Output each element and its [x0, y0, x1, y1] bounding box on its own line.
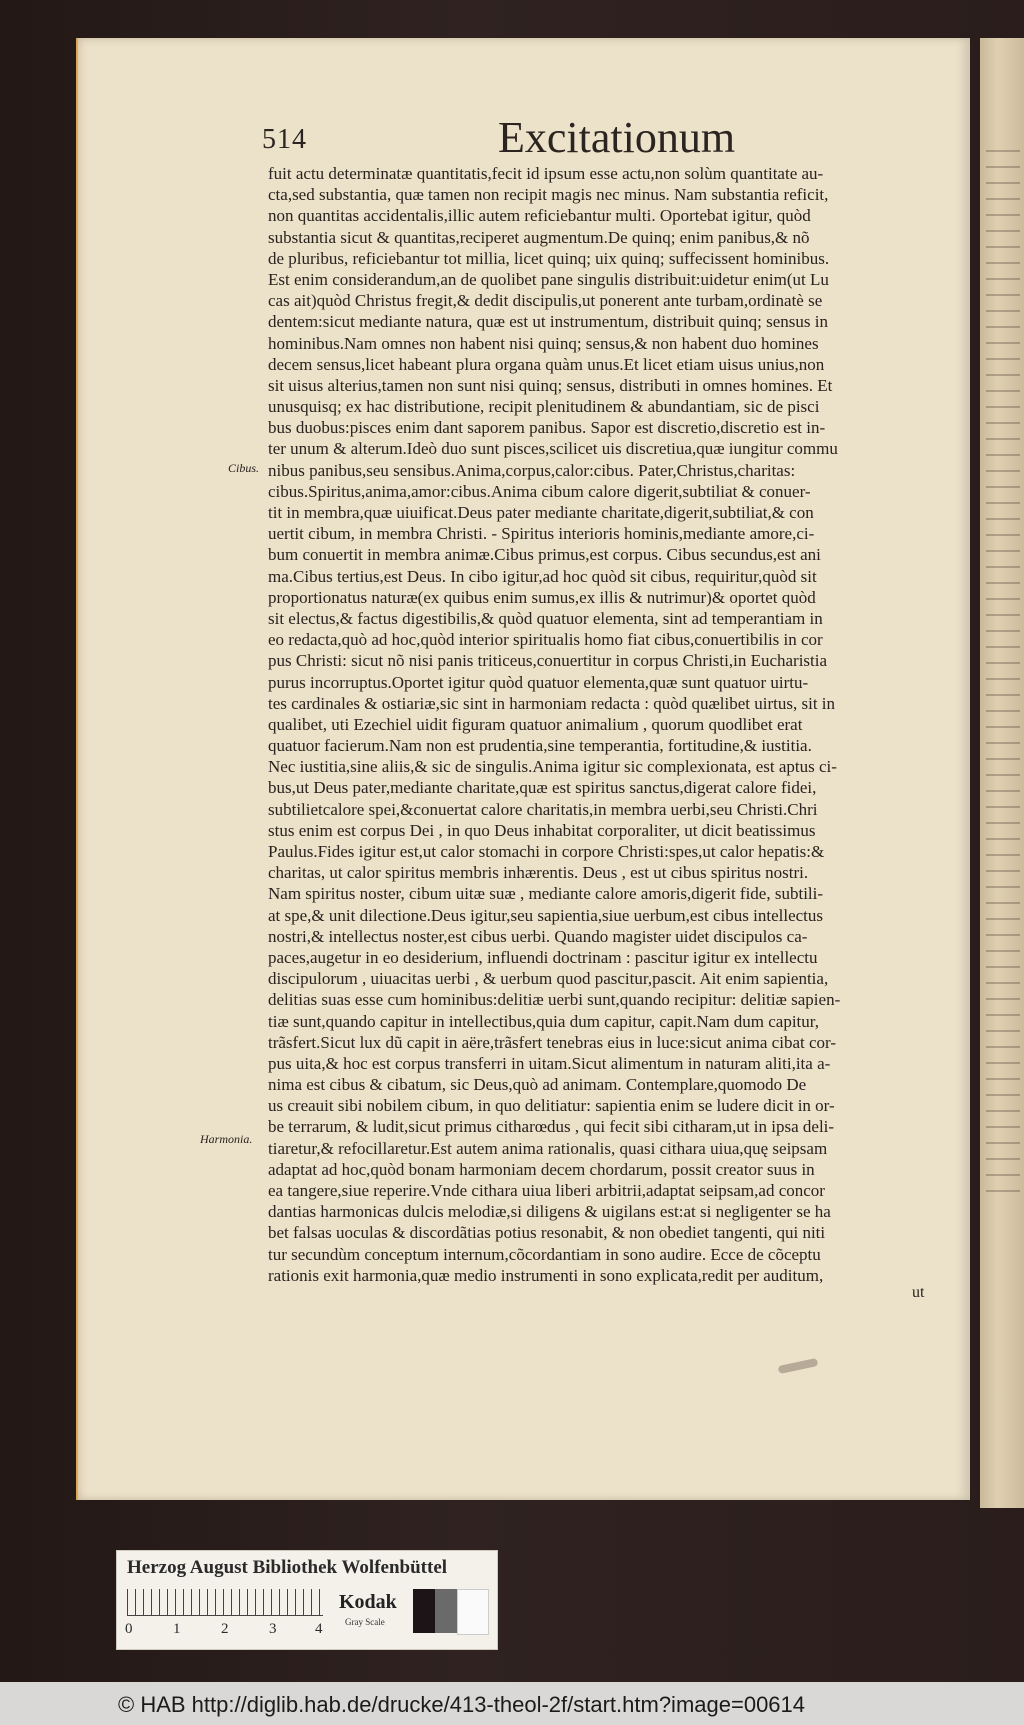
text-line: subtilietcalore spei,&conuertat calore charitatis,in membra uerbi,seu Christi.Chri — [268, 799, 818, 819]
text-line: at spe,& unit dilectione.Deus igitur,seu sapientia,siue uerbum,est cibus intellectus — [268, 905, 823, 925]
black-swatch — [413, 1589, 435, 1633]
text-line: cibus.Spiritus,anima,amor:cibus.Anima cibum calore digerit,subtiliat & conuer- — [268, 481, 811, 501]
text-line: substantia sicut & quantitas,reciperet augmentum.De quinq; enim panibus,& nõ — [268, 227, 810, 247]
text-line: tur secundùm conceptum internum,cõcordantiam in sono audire. Ecce de cõceptu — [268, 1244, 821, 1264]
text-line: hominibus.Nam omnes non habent nisi quinq; sensus,& non habent duo homines — [268, 333, 819, 353]
text-line: eo redacta,quò ad hoc,quòd interior spiritualis homo fiat cibus,conuertibilis in cor — [268, 630, 823, 650]
text-line: bum conuertit in membra animæ.Cibus primus,est corpus. Cibus secundus,est ani — [268, 545, 821, 565]
text-line: quatuor facierum.Nam non est prudentia,sine temperantia, fortitudine,& iustitia. — [268, 736, 812, 756]
text-line: ter unum & alterum.Ideò duo sunt pisces,scilicet uis discretiua,quæ iungitur commu — [268, 439, 838, 459]
text-line: non quantitas accidentalis,illic autem reficiebantur multi. Oportebat igitur, quòd — [268, 206, 811, 226]
text-line: proportionatus naturæ(ex quibus enim sumus,ex illis & nutrimur)& oportet quòd — [268, 587, 816, 607]
text-line: nostri,& intellectus noster,est cibus uerbi. Quando magister uidet discipulos ca- — [268, 926, 808, 946]
catchword: ut — [912, 1284, 925, 1301]
text-line: bus duobus:pisces enim dant saporem panibus. Sapor est discretio,discretio est in- — [268, 418, 826, 438]
text-line: decem sensus,licet habeant plura organa quàm unus.Et licet etiam uisus unius,non — [268, 354, 825, 374]
ruler-scale — [127, 1589, 323, 1616]
text-line: cta,sed substantia, quæ tamen non recipit magis nec minus. Nam substantia reficit, — [268, 185, 829, 205]
text-line: Paulus.Fides igitur est,ut calor stomachi in corpore Christi:spes,ut calor hepatis:& — [268, 842, 825, 861]
text-line: adaptat ad hoc,quòd bonam harmoniam decem chordarum, possit creator suus in — [268, 1159, 815, 1179]
ruler-number: 1 — [173, 1621, 181, 1637]
white-swatch — [457, 1589, 489, 1635]
running-head: Excitationum — [498, 113, 736, 162]
facing-page-text-lines — [986, 150, 1020, 1200]
text-line: bus,ut Deus pater,mediante charitate,quæ est spiritus sanctus,digerat calore fidei, — [268, 778, 817, 798]
text-line: purus incorruptus.Oportet igitur quòd quatuor elementa,quæ sunt quatuor uirtu- — [268, 672, 809, 692]
body-text — [268, 163, 936, 1286]
page-number: 514 — [262, 124, 307, 155]
text-line: sit uisus alterius,tamen non sunt nisi quinq; sensus, distributi in omnes homines. Et — [268, 375, 833, 395]
text-line: dentem:sicut mediante natura, quæ est ut instrumentum, distribuit quinq; sensus in — [268, 312, 828, 332]
kodak-brand: Kodak — [339, 1591, 397, 1613]
ruler-number: 4 — [315, 1621, 323, 1637]
text-line: qualibet, uti Ezechiel uidit figuram quatuor animalium , quorum quodlibet erat — [268, 714, 803, 734]
text-line: rationis exit harmonia,quæ medio instrumenti in sono explicata,redit per auditum, — [268, 1265, 824, 1285]
footer-bar — [0, 1682, 1024, 1725]
text-line: fuit actu determinatæ quantitatis,fecit id ipsum esse actu,non solùm quantitate au- — [268, 164, 824, 183]
gray-scale-label: Gray Scale — [345, 1617, 385, 1627]
text-line: nima est cibus & cibatum, sic Deus,quò ad animam. Contemplare,quomodo De — [268, 1075, 807, 1095]
text-line: cas ait)quòd Christus fregit,& dedit discipulis,ut ponerent ante turbam,ordinatè se — [268, 291, 823, 311]
text-line: ma.Cibus tertius,est Deus. In cibo igitur,ad hoc quòd sit cibus, requiritur,quòd sit — [268, 566, 817, 586]
color-calibration-bar — [116, 1550, 498, 1650]
ruler-number: 3 — [269, 1621, 277, 1637]
margin-note-cibus: Cibus. — [228, 461, 260, 475]
text-line: charitas, ut calor spiritus membris inhærentis. Deus , est ut cibus spiritus nostri. — [268, 863, 809, 883]
margin-note-harmonia: Harmonia. — [200, 1132, 253, 1146]
copyright-url: © HAB http://diglib.hab.de/drucke/413-theol-2f/start.htm?image=00614 — [118, 1692, 806, 1717]
text-line: be terrarum, & ludit,sicut primus citharœdus , qui fecit sibi citharam,ut in ipsa deli- — [268, 1117, 835, 1137]
text-line: uertit cibum, in membra Christi. - Spiritus interioris hominis,mediante amore,ci- — [268, 524, 815, 544]
text-line: nibus panibus,seu sensibus.Anima,corpus,calor:cibus. Pater,Christus,charitas: — [268, 460, 796, 480]
text-line: stus enim est corpus Dei , in quo Deus inhabitat corporaliter, ut dicit beatissimus — [268, 820, 816, 840]
text-line: tiæ sunt,quando capitur in intellectibus,quia dum capitur, capit.Nam dum capitur, — [268, 1011, 820, 1031]
text-line: dantias harmonicas dulcis melodiæ,si diligens & uigilans est:at si negligenter se ha — [268, 1202, 831, 1222]
text-line: tiaretur,& refocillaretur.Est autem anima rationalis, quasi cithara uiua,quę seipsam — [268, 1138, 828, 1158]
text-line: unusquisq; ex hac distributione, recipit plenitudinem & abundantiam, sic de pisci — [268, 397, 820, 417]
text-line: de pluribus, reficiebantur tot millia, licet quinq; uix quinq; suffecissent hominibus. — [268, 248, 830, 268]
text-line: paces,augetur in eo desiderium, influendi doctrinam : pascitur igitur ex intellectu — [268, 947, 818, 967]
text-line: discipulorum , uiuacitas uerbi , & uerbum quod pascitur,pascit. Ait enim sapientia, — [268, 969, 829, 989]
text-line: Nec iustitia,sine aliis,& sic de singulis.Anima igitur sic complexionata, est aptus ci- — [268, 757, 837, 777]
text-line: ea tangere,siue reperire.Vnde cithara uiua liberi arbitrii,adaptat seipsam,ad concor — [268, 1181, 825, 1200]
text-line: bet falsas uoculas & discordãtias potius resonabit, & non obediet tangenti, qui niti — [268, 1223, 826, 1243]
text-line: Nam spiritus noster, cibum uitæ suæ , mediante calore amoris,digerit fide, subtili- — [268, 884, 824, 904]
text-line: Est enim considerandum,an de quolibet pane singulis distribuit:uidetur enim(ut Lu — [268, 269, 829, 289]
ruler-number: 2 — [221, 1621, 229, 1637]
text-line: us creauit sibi nobilem cibum, in quo delitiatur: sapientia enim se ludere dicit in or- — [268, 1096, 835, 1116]
text-line: tit in membra,quæ uiuificat.Deus pater mediante charitate,digerit,subtiliat,& con — [268, 503, 814, 522]
text-line: pus Christi: sicut nõ nisi panis triticeus,conuertitur in corpus Christi,in Eucharistia — [268, 651, 828, 671]
text-line: sit electus,& factus digestibilis,& quòd quatuor elementa, sint ad temperantiam in — [268, 608, 823, 628]
ruler-number: 0 — [125, 1621, 133, 1637]
library-name: Herzog August Bibliothek Wolfenbüttel — [127, 1557, 448, 1578]
gray-swatch — [435, 1589, 457, 1633]
text-line: tes cardinales & ostiariæ,sic sint in harmoniam redacta : quòd quælibet uirtus, sit in — [268, 693, 836, 713]
text-line: delitias suas esse cum hominibus:delitiæ uerbi sunt,quando recipitur: delitiæ sapien- — [268, 990, 841, 1010]
text-line: pus uita,& hoc est corpus transferri in uitam.Sicut alimentum in naturam aliti,ita a- — [268, 1053, 831, 1073]
text-line: trãsfert.Sicut lux dũ capit in aëre,trãsfert tenebras eius in luce:sicut anima cibat cor- — [268, 1032, 836, 1052]
